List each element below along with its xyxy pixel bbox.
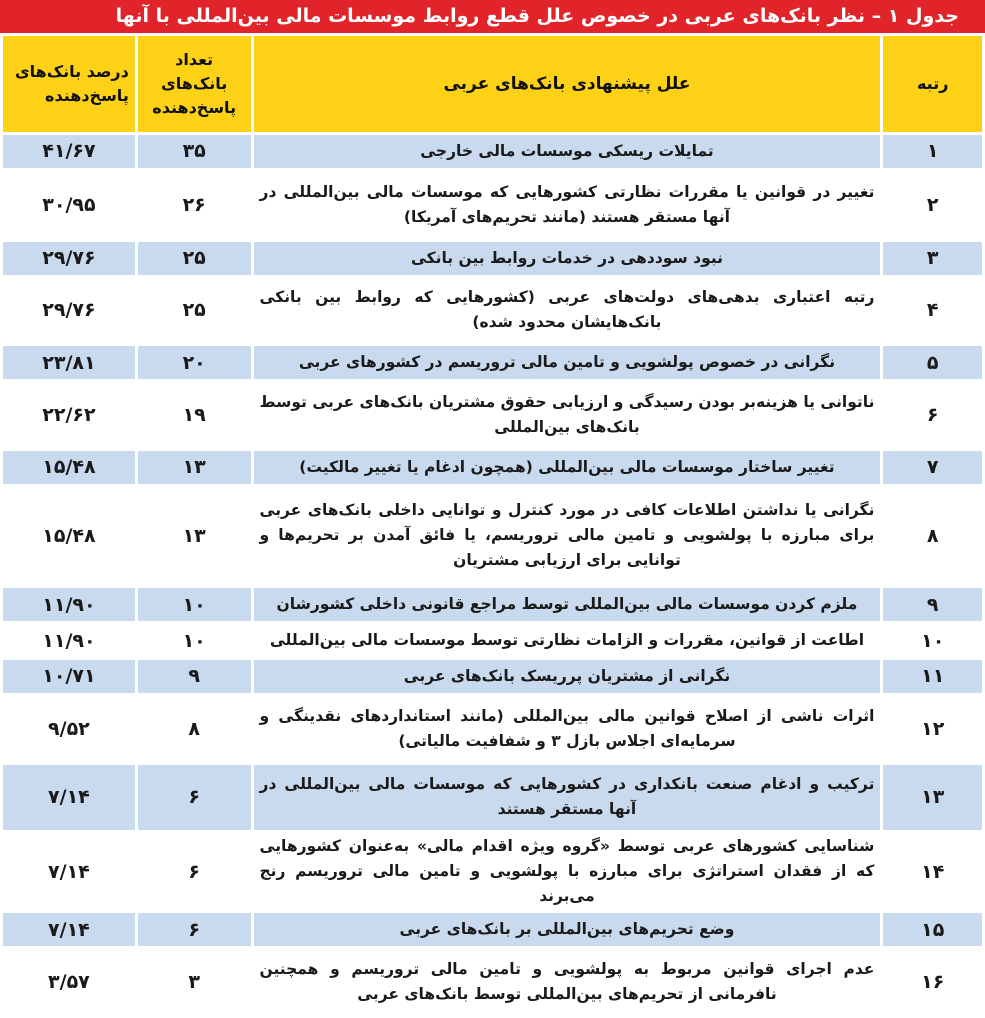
rank-cell: ۲ bbox=[883, 171, 982, 239]
table-row bbox=[3, 696, 982, 762]
table-row bbox=[3, 765, 982, 831]
rank-cell: ۱۴ bbox=[883, 833, 982, 910]
reason-cell: ملزم کردن موسسات مالی بین‌المللی توسط مراجع قانونی داخلی کشورشان bbox=[254, 588, 881, 621]
table-row bbox=[3, 346, 982, 379]
count-cell: ۱۹ bbox=[138, 382, 251, 448]
rank-cell: ۱۱ bbox=[883, 660, 982, 693]
rank-cell: ۱۲ bbox=[883, 696, 982, 762]
table-row bbox=[3, 833, 982, 910]
percent-cell: ۹/۵۲ bbox=[3, 696, 135, 762]
table-row bbox=[3, 171, 982, 239]
count-cell: ۲۰ bbox=[138, 346, 251, 379]
count-cell: ۲۵ bbox=[138, 242, 251, 275]
table-row bbox=[3, 588, 982, 621]
count-cell: ۹ bbox=[138, 660, 251, 693]
percent-cell: ۱۱/۹۰ bbox=[3, 588, 135, 621]
table-row bbox=[3, 949, 982, 1015]
percent-cell: ۲۹/۷۶ bbox=[3, 278, 135, 344]
count-cell: ۶ bbox=[138, 833, 251, 910]
header-rank: رتبه bbox=[883, 36, 982, 132]
reason-cell: ترکیب و ادغام صنعت بانکداری در کشورهایی که موسسات مالی بین‌المللی در آنها مستقر هستند bbox=[254, 765, 881, 831]
rank-cell: ۵ bbox=[883, 346, 982, 379]
count-cell: ۲۶ bbox=[138, 171, 251, 239]
rank-cell: ۱۰ bbox=[883, 624, 982, 657]
table-row bbox=[3, 487, 982, 586]
reason-cell: نبود سوددهی در خدمات روابط بین بانکی bbox=[254, 242, 881, 275]
percent-cell: ۳۰/۹۵ bbox=[3, 171, 135, 239]
table-row bbox=[3, 624, 982, 657]
reason-cell: تمایلات ریسکی موسسات مالی خارجی bbox=[254, 135, 881, 168]
rank-cell: ۷ bbox=[883, 451, 982, 484]
percent-cell: ۱۱/۹۰ bbox=[3, 624, 135, 657]
rank-cell: ۶ bbox=[883, 382, 982, 448]
table-row bbox=[3, 913, 982, 946]
count-cell: ۶ bbox=[138, 765, 251, 831]
reason-cell: وضع تحریم‌های بین‌المللی بر بانک‌های عربی bbox=[254, 913, 881, 946]
reason-cell: نگرانی در خصوص پولشویی و تامین مالی تروریسم در کشورهای عربی bbox=[254, 346, 881, 379]
count-cell: ۳۵ bbox=[138, 135, 251, 168]
header-count: تعداد بانک‌های پاسخ‌دهنده bbox=[138, 36, 251, 132]
table-row bbox=[3, 278, 982, 344]
table-row bbox=[3, 660, 982, 693]
reason-cell: ناتوانی یا هزینه‌بر بودن رسیدگی و ارزیابی حقوق مشتریان بانک‌های عربی توسط بانک‌های بین‌المللی bbox=[254, 382, 881, 448]
percent-cell: ۲۳/۸۱ bbox=[3, 346, 135, 379]
count-cell: ۱۰ bbox=[138, 624, 251, 657]
reason-cell: اطاعت از قوانین، مقررات و الزامات نظارتی توسط موسسات مالی بین‌المللی bbox=[254, 624, 881, 657]
percent-cell: ۷/۱۴ bbox=[3, 765, 135, 831]
table-row bbox=[3, 382, 982, 448]
rank-cell: ۸ bbox=[883, 487, 982, 586]
reasons-table bbox=[0, 33, 985, 1018]
percent-cell: ۷/۱۴ bbox=[3, 913, 135, 946]
count-cell: ۲۵ bbox=[138, 278, 251, 344]
rank-cell: ۴ bbox=[883, 278, 982, 344]
percent-cell: ۱۵/۴۸ bbox=[3, 451, 135, 484]
count-cell: ۸ bbox=[138, 696, 251, 762]
header-reason: علل پیشنهادی بانک‌های عربی bbox=[254, 36, 881, 132]
count-cell: ۳ bbox=[138, 949, 251, 1015]
count-cell: ۱۳ bbox=[138, 487, 251, 586]
reason-cell: نگرانی یا نداشتن اطلاعات کافی در مورد کنترل و توانایی داخلی بانک‌های عربی برای مبارزه با پولشویی و تامین مالی تروریسم، یا فائق آمدن بر تحریم‌ها و توانایی برای ارزیابی مشتریان bbox=[254, 487, 881, 586]
count-cell: ۱۳ bbox=[138, 451, 251, 484]
reason-cell: رتبه اعتباری بدهی‌های دولت‌های عربی (کشورهایی که روابط بین بانکی بانک‌هایشان محدود شده) bbox=[254, 278, 881, 344]
reason-cell: نگرانی از مشتریان پرریسک بانک‌های عربی bbox=[254, 660, 881, 693]
rank-cell: ۱ bbox=[883, 135, 982, 168]
table-row bbox=[3, 451, 982, 484]
percent-cell: ۷/۱۴ bbox=[3, 833, 135, 910]
percent-cell: ۴۱/۶۷ bbox=[3, 135, 135, 168]
reason-cell: اثرات ناشی از اصلاح قوانین مالی بین‌المللی (مانند استانداردهای نقدینگی و سرمایه‌ای اجلاس بازل ۳ و شفافیت مالیاتی) bbox=[254, 696, 881, 762]
table-title: جدول ۱ – نظر بانک‌های عربی در خصوص علل قطع روابط موسسات مالی بین‌المللی با آنها bbox=[0, 0, 985, 33]
table-body bbox=[3, 135, 982, 1015]
rank-cell: ۱۳ bbox=[883, 765, 982, 831]
table-row bbox=[3, 135, 982, 168]
percent-cell: ۲۹/۷۶ bbox=[3, 242, 135, 275]
percent-cell: ۱۰/۷۱ bbox=[3, 660, 135, 693]
percent-cell: ۲۲/۶۲ bbox=[3, 382, 135, 448]
reason-cell: شناسایی کشورهای عربی توسط «گروه ویژه اقدام مالی» به‌عنوان کشورهایی که از فقدان استراتژی برای مبارزه با پولشویی و تامین مالی تروریسم رنج می‌برند bbox=[254, 833, 881, 910]
reason-cell: تغییر ساختار موسسات مالی بین‌المللی (همچون ادغام یا تغییر مالکیت) bbox=[254, 451, 881, 484]
reason-cell: تغییر در قوانین یا مقررات نظارتی کشورهایی که موسسات مالی بین‌المللی در آنها مستقر هستند (مانند تحریم‌های آمریکا) bbox=[254, 171, 881, 239]
count-cell: ۱۰ bbox=[138, 588, 251, 621]
rank-cell: ۱۶ bbox=[883, 949, 982, 1015]
rank-cell: ۹ bbox=[883, 588, 982, 621]
table-row bbox=[3, 242, 982, 275]
header-percent: درصد بانک‌های پاسخ‌دهنده bbox=[3, 36, 135, 132]
count-cell: ۶ bbox=[138, 913, 251, 946]
percent-cell: ۳/۵۷ bbox=[3, 949, 135, 1015]
reason-cell: عدم اجرای قوانین مربوط به پولشویی و تامین مالی تروریسم و همچنین نافرمانی از تحریم‌های بین‌المللی توسط بانک‌های عربی bbox=[254, 949, 881, 1015]
percent-cell: ۱۵/۴۸ bbox=[3, 487, 135, 586]
rank-cell: ۳ bbox=[883, 242, 982, 275]
rank-cell: ۱۵ bbox=[883, 913, 982, 946]
